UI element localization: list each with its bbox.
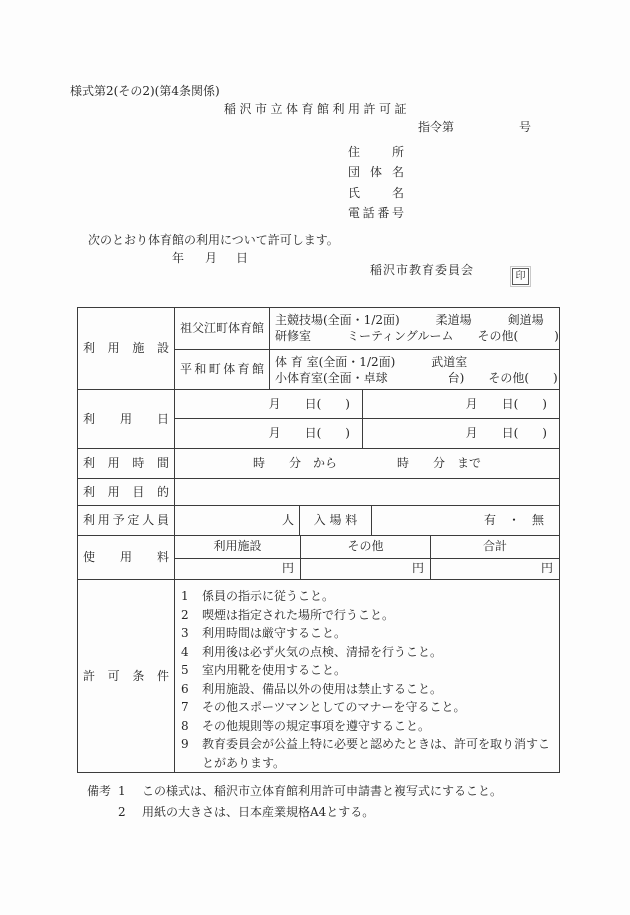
use-date-line1 xyxy=(175,390,559,419)
condition-item: 4 利用後は必ず火気の点検、清掃を行うこと。 xyxy=(181,644,443,659)
directive-prefix: 指令第 xyxy=(418,120,455,134)
fee-header-facility: 利用施設 xyxy=(175,536,301,558)
facility-row xyxy=(78,308,559,390)
remark-line: 備考 1 この様式は、稲沢市立体育館利用許可申請書と複写式にすること。 xyxy=(87,784,502,805)
condition-item: 8 その他規則等の規定事項を遵守すること。 xyxy=(181,718,431,733)
purpose-row xyxy=(78,479,559,507)
use-date-cells xyxy=(175,390,559,448)
fee-row xyxy=(78,536,559,580)
seal-character: 印 xyxy=(515,270,526,282)
conditions-row xyxy=(78,580,559,772)
remark-line: 2 用紙の大きさは、日本産業規格A4とする。 xyxy=(118,804,375,819)
use-time-row xyxy=(78,449,559,478)
applicant-block xyxy=(348,145,404,227)
month-label: 月 xyxy=(205,251,218,265)
remarks-label: 備考 xyxy=(87,784,112,798)
fee-detail-col xyxy=(175,536,559,579)
permit-table xyxy=(77,307,560,773)
condition-item: 5 室内用靴を使用すること。 xyxy=(181,663,347,677)
address-field-label: 住所 xyxy=(348,145,404,159)
date-blank-cell: 月 日( ) xyxy=(175,390,363,418)
condition-item: 6 利用施設、備品以外の使用は禁止すること。 xyxy=(181,681,443,696)
purpose-label-cell: 利用目的 xyxy=(78,479,175,506)
facility-name-cell: 祖父江町体育館 xyxy=(175,308,270,349)
fee-value-row xyxy=(175,559,559,579)
date-blank-cell: 月 日( ) xyxy=(175,419,363,448)
facility-row-heiwa xyxy=(175,350,559,389)
admission-label-cell: 入 場 料 xyxy=(300,506,372,534)
facility-options-cell: 主競技場(全面・1/2面) 柔道場 剣道場 研修室 ミーティングルーム その他( ) xyxy=(275,313,559,343)
purpose-blank-cell xyxy=(175,479,559,506)
use-date-line2 xyxy=(175,419,559,448)
fee-header-row xyxy=(175,536,559,559)
permit-sentence: 次のとおり体育館の利用について許可します。 xyxy=(88,233,339,247)
condition-item: 9 教育委員会が公益上特に必要と認めたときは、許可を取り消すことがあります。 xyxy=(181,737,551,770)
use-date-row xyxy=(78,390,559,449)
condition-item: 7 その他スポーツマンとしてのマナーを守ること。 xyxy=(181,700,466,714)
fee-header-other: その他 xyxy=(301,536,431,558)
form-number: 様式第2(その2)(第4条関係) xyxy=(70,84,220,98)
condition-item: 3 利用時間は厳守すること。 xyxy=(181,626,347,640)
condition-item: 2 喫煙は指定された場所で行うこと。 xyxy=(181,607,395,622)
use-date-label-cell: 利用日 xyxy=(78,390,175,448)
remarks-block xyxy=(87,784,502,825)
committee-name: 稲沢市教育委員会 xyxy=(370,263,475,277)
facility-name-cell: 平和町体育館 xyxy=(175,350,270,389)
people-row xyxy=(78,506,559,535)
issue-date-line xyxy=(172,251,248,266)
page-title: 稲沢市立体育館利用許可証 xyxy=(224,102,411,116)
seal-mark xyxy=(512,268,529,285)
use-time-value-cell: 時 分 から 時 分 まで xyxy=(252,456,481,471)
use-time-label-cell: 利用時間 xyxy=(78,449,175,477)
facility-label-cell: 利用施設 xyxy=(78,308,175,389)
date-blank-cell: 月 日( ) xyxy=(465,396,547,411)
phone-field-label: 電話番号 xyxy=(348,206,404,221)
fee-label-cell: 使用料 xyxy=(78,536,175,579)
people-label-cell: 利用予定人員 xyxy=(78,506,175,534)
fee-header-total: 合計 xyxy=(482,539,507,554)
conditions-label-cell: 許可条件 xyxy=(78,580,175,772)
condition-item: 1 係員の指示に従うこと。 xyxy=(181,589,335,603)
organization-field-label: 団体名 xyxy=(348,165,404,180)
facility-options-cell: 体 育 室(全面・1/2面) 武道室 小体育室(全面・卓球 台) その他( ) xyxy=(275,355,558,385)
facility-detail-col xyxy=(175,308,559,389)
conditions-list xyxy=(175,580,559,772)
people-count-cell: 人 xyxy=(175,506,300,534)
fee-value-total: 円 xyxy=(540,561,553,576)
date-blank-cell: 月 日( ) xyxy=(465,426,547,441)
facility-row-sobue xyxy=(175,308,559,350)
fee-value-facility: 円 xyxy=(175,559,301,579)
directive-suffix: 号 xyxy=(518,120,531,134)
directive-number-line xyxy=(418,120,531,135)
admission-value-cell: 有 ・ 無 xyxy=(484,513,545,528)
day-label: 日 xyxy=(236,251,249,265)
fee-value-other: 円 xyxy=(301,559,431,579)
name-field-label: 氏名 xyxy=(348,185,404,200)
year-label: 年 xyxy=(172,251,185,265)
